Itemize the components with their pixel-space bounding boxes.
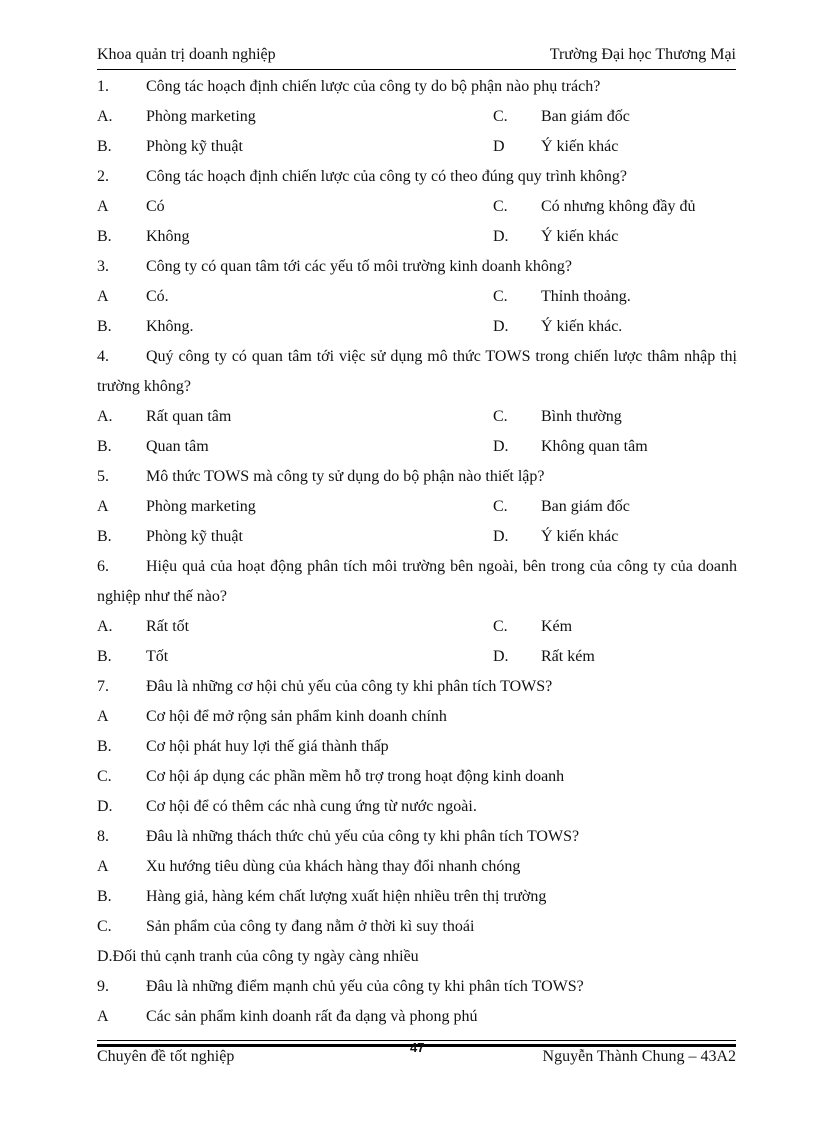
option-text: Ban giám đốc xyxy=(541,108,630,125)
item-text: Công tác hoạch định chiến lược của công ty do bộ phận nào phụ trách? xyxy=(146,78,601,95)
option-text: Không quan tâm xyxy=(541,438,648,455)
item-label: B. xyxy=(97,648,112,665)
item-text: Cơ hội để mở rộng sản phẩm kinh doanh chính xyxy=(146,708,447,725)
item-label: A xyxy=(97,858,109,875)
question-line xyxy=(97,912,737,942)
item-label: B. xyxy=(97,228,112,245)
item-label: A xyxy=(97,708,109,725)
header-divider xyxy=(97,69,736,70)
item-label: B. xyxy=(97,738,112,755)
item-text: Quý công ty có quan tâm tới việc sử dụng mô thức TOWS trong chiến lược thâm nhập thị trường không? xyxy=(97,348,737,395)
item-label: A xyxy=(97,1008,109,1025)
item-label: 7. xyxy=(97,678,109,695)
item-label: B. xyxy=(97,888,112,905)
option-label: D. xyxy=(493,438,509,455)
question-line xyxy=(97,462,737,492)
item-label: 5. xyxy=(97,468,109,485)
question-line xyxy=(97,642,737,672)
option-label: D. xyxy=(493,528,509,545)
option-text: Kém xyxy=(541,618,573,635)
option-text: Ý kiến khác xyxy=(541,228,619,245)
question-line xyxy=(97,702,737,732)
item-label: B. xyxy=(97,528,112,545)
question-line xyxy=(97,882,737,912)
item-label: A. xyxy=(97,408,113,425)
item-text: Rất tốt xyxy=(146,618,190,635)
item-text: Hàng giả, hàng kém chất lượng xuất hiện nhiều trên thị trường xyxy=(146,888,547,905)
option-label: D. xyxy=(493,228,509,245)
question-line xyxy=(97,732,737,762)
item-label: B. xyxy=(97,438,112,455)
item-text: Mô thức TOWS mà công ty sử dụng do bộ phận nào thiết lập? xyxy=(146,468,545,485)
item-text: Rất quan tâm xyxy=(146,408,232,425)
option-label: C. xyxy=(493,198,508,215)
item-text: Đâu là những thách thức chủ yếu của công ty khi phân tích TOWS? xyxy=(146,828,580,845)
item-text: Công ty có quan tâm tới các yếu tố môi trường kinh doanh không? xyxy=(146,258,572,275)
question-line xyxy=(97,942,737,972)
item-text: Cơ hội để có thêm các nhà cung ứng từ nước ngoài. xyxy=(146,798,477,815)
option-label: C. xyxy=(493,618,508,635)
item-text: Công tác hoạch định chiến lược của công ty có theo đúng quy trình không? xyxy=(146,168,628,185)
option-label: C. xyxy=(493,108,508,125)
option-text: Ý kiến khác xyxy=(541,138,619,155)
item-label: 8. xyxy=(97,828,109,845)
item-label: C. xyxy=(97,768,112,785)
question-line xyxy=(97,252,737,282)
question-line xyxy=(97,102,737,132)
item-label: 1. xyxy=(97,78,109,95)
option-text: Ý kiến khác. xyxy=(541,318,623,335)
question-line xyxy=(97,852,737,882)
questionnaire-body xyxy=(97,72,737,1032)
option-label: D xyxy=(493,138,505,155)
question-line xyxy=(97,402,737,432)
item-label: 6. xyxy=(97,558,109,575)
item-text: Tốt xyxy=(146,648,169,665)
item-text: Cơ hội áp dụng các phần mềm hỗ trợ trong hoạt động kinh doanh xyxy=(146,768,565,785)
question-line xyxy=(97,1002,737,1032)
option-label: C. xyxy=(493,498,508,515)
question-line xyxy=(97,792,737,822)
question-line xyxy=(97,522,737,552)
item-text: D.Đối thủ cạnh tranh của công ty ngày càng nhiều xyxy=(97,948,419,965)
option-label: C. xyxy=(493,288,508,305)
option-text: Thỉnh thoảng. xyxy=(541,288,631,305)
item-label: A xyxy=(97,198,109,215)
item-text: Các sản phẩm kinh doanh rất đa dạng và phong phú xyxy=(146,1008,478,1025)
page-header xyxy=(97,44,736,68)
question-line xyxy=(97,822,737,852)
item-text: Không xyxy=(146,228,190,245)
item-label: B. xyxy=(97,138,112,155)
item-text: Đâu là những điểm mạnh chủ yếu của công ty khi phân tích TOWS? xyxy=(146,978,584,995)
page-number: 47 xyxy=(410,1040,425,1055)
question-line xyxy=(97,72,737,102)
item-text: Sản phẩm của công ty đang nằm ở thời kì suy thoái xyxy=(146,918,475,935)
question-line xyxy=(97,162,737,192)
item-label: 9. xyxy=(97,978,109,995)
option-label: D. xyxy=(493,318,509,335)
header-university: Trường Đại học Thương Mại xyxy=(549,46,736,63)
question-line xyxy=(97,672,737,702)
option-label: C. xyxy=(493,408,508,425)
question-line xyxy=(97,342,737,402)
question-line xyxy=(97,552,737,612)
footer-author: Nguyễn Thành Chung – 43A2 xyxy=(542,1048,736,1065)
item-text: Hiệu quả của hoạt động phân tích môi trường bên ngoài, bên trong của công ty của doanh nghiệp như thế nào? xyxy=(97,558,737,605)
question-line xyxy=(97,432,737,462)
question-line xyxy=(97,222,737,252)
item-text: Đâu là những cơ hội chủ yếu của công ty khi phân tích TOWS? xyxy=(146,678,553,695)
option-label: D. xyxy=(493,648,509,665)
item-label: 2. xyxy=(97,168,109,185)
item-label: 3. xyxy=(97,258,109,275)
question-line xyxy=(97,192,737,222)
question-line xyxy=(97,282,737,312)
option-text: Rất kém xyxy=(541,648,595,665)
question-line xyxy=(97,762,737,792)
item-text: Xu hướng tiêu dùng của khách hàng thay đổi nhanh chóng xyxy=(146,858,521,875)
item-text: Cơ hội phát huy lợi thế giá thành thấp xyxy=(146,738,389,755)
option-text: Có nhưng không đầy đủ xyxy=(541,198,696,215)
question-line xyxy=(97,132,737,162)
item-text: Phòng kỹ thuật xyxy=(146,528,243,545)
item-label: 4. xyxy=(97,348,109,365)
item-label: A. xyxy=(97,618,113,635)
question-line xyxy=(97,612,737,642)
item-text: Phòng marketing xyxy=(146,108,256,125)
item-text: Có. xyxy=(146,288,169,305)
item-label: D. xyxy=(97,798,113,815)
question-line xyxy=(97,312,737,342)
item-label: A. xyxy=(97,108,113,125)
option-text: Ban giám đốc xyxy=(541,498,630,515)
question-line xyxy=(97,492,737,522)
item-label: C. xyxy=(97,918,112,935)
item-text: Phòng kỹ thuật xyxy=(146,138,243,155)
item-text: Phòng marketing xyxy=(146,498,256,515)
footer-title: Chuyên đề tốt nghiệp xyxy=(97,1048,235,1065)
page-footer xyxy=(97,1040,736,1072)
item-text: Không. xyxy=(146,318,194,335)
option-text: Bình thường xyxy=(541,408,622,425)
item-label: A xyxy=(97,288,109,305)
item-text: Quan tâm xyxy=(146,438,209,455)
option-text: Ý kiến khác xyxy=(541,528,619,545)
item-text: Có xyxy=(146,198,165,215)
item-label: B. xyxy=(97,318,112,335)
item-label: A xyxy=(97,498,109,515)
question-line xyxy=(97,972,737,1002)
header-faculty: Khoa quản trị doanh nghiệp xyxy=(97,46,276,63)
